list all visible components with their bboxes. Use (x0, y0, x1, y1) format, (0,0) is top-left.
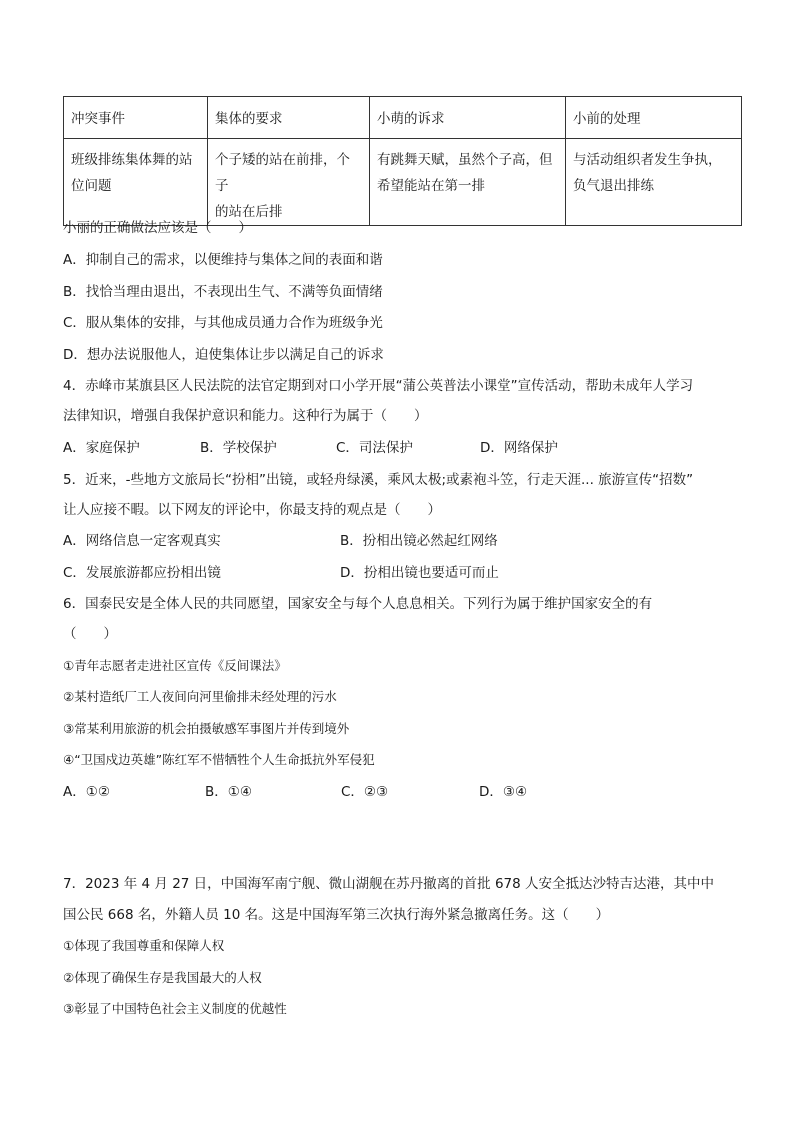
q6-stem-line2: （ ） (63, 626, 117, 642)
q6-item-4: ④“卫国戍边英雄”陈红军不惜牺牲个人生命抵抗外军侵犯 (63, 752, 375, 767)
q6-option-b: B．①④ (205, 784, 252, 800)
q6-option-d: D．③④ (479, 784, 528, 800)
q3-stem: 小丽的正确做法应该是（ ） (63, 220, 252, 236)
q7-stem-line2: 国公民 668 名，外籍人员 10 名。这是中国海军第三次执行海外紧急撤离任务。这（ ） (63, 907, 610, 923)
q6-option-a: A．①② (63, 784, 110, 800)
q5-option-a: A．网络信息一定客观真实 (63, 533, 221, 549)
table-cell: 班级排练集体舞的站 位问题 (64, 139, 208, 226)
q6-item-2: ②某村造纸厂工人夜间向河里偷排未经处理的污水 (63, 689, 337, 704)
q5-stem-line2: 让人应接不暇。以下网友的评论中，你最支持的观点是（ ） (63, 502, 441, 518)
q6-item-1: ①青年志愿者走进社区宣传《反间课法》 (63, 658, 287, 673)
table-cell: 个子矮的站在前排，个子 的站在后排 (208, 139, 370, 226)
q7-item-1: ①体现了我国尊重和保障人权 (63, 938, 225, 953)
q3-option-c: C．服从集体的安排，与其他成员通力合作为班级争光 (63, 315, 383, 331)
q7-item-3: ③彰显了中国特色社会主义制度的优越性 (63, 1001, 287, 1016)
q6-item-3: ③常某利用旅游的机会拍摄敏感军事图片并传到境外 (63, 721, 350, 736)
table-header-cell: 集体的要求 (208, 97, 370, 139)
table-cell: 与活动组织者发生争执， 负气退出排练 (566, 139, 742, 226)
table-header-cell: 小前的处理 (566, 97, 742, 139)
q5-option-c: C．发展旅游都应扮相出镜 (63, 565, 221, 581)
table-cell: 有跳舞天赋，虽然个子高，但 希望能站在第一排 (370, 139, 566, 226)
q5-stem-line1: 5．近来，-些地方文旅局长“扮相”出镜，或轻舟绿溪，乘风太极;或素袍斗笠，行走天涯... 旅游宣传“招数” (63, 472, 694, 488)
q4-stem-line2: 法律知识，增强自我保护意识和能力。这种行为属于（ ） (63, 408, 428, 424)
q4-stem-line1: 4．赤峰市某旗县区人民法院的法官定期到对口小学开展“蒲公英普法小课堂”宣传活动，帮助未成年人学习 (63, 378, 694, 394)
q7-item-2: ②体现了确保生存是我国最大的人权 (63, 970, 262, 985)
q3-option-b: B．找恰当理由退出，不表现出生气、不满等负面情绪 (63, 284, 383, 300)
conflict-table (63, 96, 742, 226)
q3-option-a: A．抑制自己的需求，以便维持与集体之间的表面和谐 (63, 252, 383, 268)
table-header-cell: 小萌的诉求 (370, 97, 566, 139)
q7-stem-line1: 7．2023 年 4 月 27 日，中国海军南宁舰、微山湖舰在苏丹撤离的首批 678 人安全抵达沙特吉达港，其中中 (63, 876, 715, 892)
table-header-cell: 冲突事件 (64, 97, 208, 139)
q4-option-c: C．司法保护 (336, 440, 413, 456)
q4-option-b: B．学校保护 (200, 440, 277, 456)
table-row (64, 139, 742, 226)
q4-option-d: D．网络保护 (480, 440, 558, 456)
q6-stem-line1: 6．国泰民安是全体人民的共同愿望，国家安全与每个人息息相关。下列行为属于维护国家安全的有 (63, 596, 653, 612)
q5-option-d: D．扮相出镜也要适可而止 (340, 565, 499, 581)
q4-option-a: A．家庭保护 (63, 440, 140, 456)
q5-option-b: B．扮相出镜必然起红网络 (340, 533, 498, 549)
q3-option-d: D．想办法说服他人，迫使集体让步以满足自己的诉求 (63, 347, 384, 363)
table-header-row (64, 97, 742, 139)
q6-option-c: C．②③ (341, 784, 389, 800)
